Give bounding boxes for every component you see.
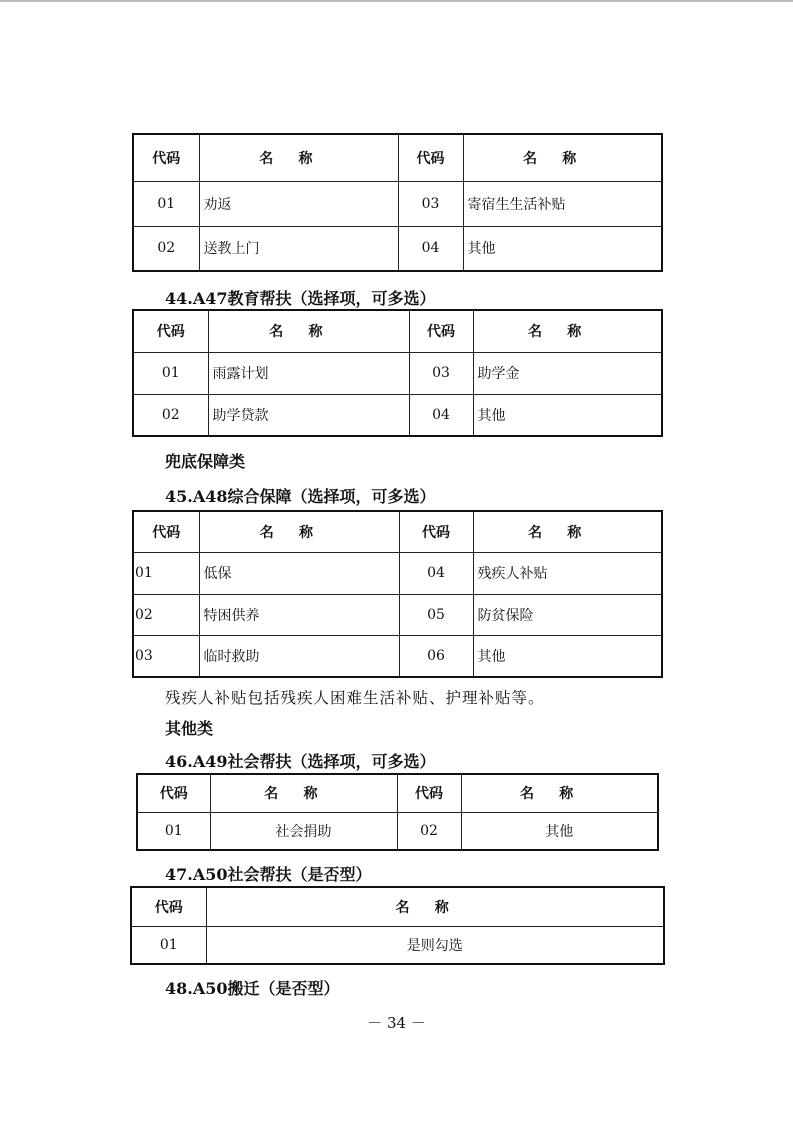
code-cell: 02 xyxy=(133,594,199,635)
code-cell: 02 xyxy=(133,394,208,436)
table-row xyxy=(133,552,662,594)
table-row xyxy=(131,926,664,964)
name-cell: 劝返 xyxy=(199,181,398,226)
code-cell: 03 xyxy=(409,352,473,394)
code-cell: 01 xyxy=(133,352,208,394)
header-code: 代码 xyxy=(399,511,473,552)
section-48-title: 48.A50搬迁（是否型） xyxy=(165,979,340,998)
name-cell: 其他 xyxy=(461,812,658,850)
name-cell: 是则勾选 xyxy=(206,926,664,964)
header-code: 代码 xyxy=(397,774,461,812)
header-code: 代码 xyxy=(131,887,206,926)
name-cell: 防贫保险 xyxy=(473,594,662,635)
page-top-border xyxy=(0,0,793,2)
name-cell: 低保 xyxy=(199,552,399,594)
table-row xyxy=(133,594,662,635)
table-continued xyxy=(132,133,663,272)
header-code: 代码 xyxy=(133,310,208,352)
header-name: 名称 xyxy=(473,511,662,552)
code-cell: 01 xyxy=(131,926,206,964)
header-code: 代码 xyxy=(137,774,210,812)
name-cell: 助学金 xyxy=(473,352,662,394)
name-cell: 雨露计划 xyxy=(208,352,409,394)
code-cell: 01 xyxy=(137,812,210,850)
section-45-note: 残疾人补贴包括残疾人困难生活补贴、护理补贴等。 xyxy=(165,689,545,707)
page-number: － 34 － xyxy=(367,1014,426,1032)
code-cell: 02 xyxy=(133,226,199,271)
name-cell: 寄宿生生活补贴 xyxy=(463,181,662,226)
section-44-title: 44.A47教育帮扶（选择项，可多选） xyxy=(165,289,436,308)
category-doudi: 兜底保障类 xyxy=(165,452,246,471)
table-row xyxy=(133,352,662,394)
header-code: 代码 xyxy=(133,134,199,181)
table-social-assistance-yesno xyxy=(130,886,665,965)
table-row xyxy=(133,181,662,226)
code-cell: 05 xyxy=(399,594,473,635)
table-social-assistance xyxy=(136,773,659,851)
code-cell: 03 xyxy=(133,635,199,677)
header-name: 名称 xyxy=(208,310,409,352)
code-cell: 01 xyxy=(133,552,199,594)
name-cell: 特困供养 xyxy=(199,594,399,635)
table-comprehensive-guarantee xyxy=(132,510,663,678)
code-cell: 04 xyxy=(398,226,463,271)
code-cell: 04 xyxy=(399,552,473,594)
header-code: 代码 xyxy=(409,310,473,352)
name-cell: 社会捐助 xyxy=(210,812,397,850)
code-cell: 06 xyxy=(399,635,473,677)
name-cell: 助学贷款 xyxy=(208,394,409,436)
name-cell: 临时救助 xyxy=(199,635,399,677)
header-name: 名称 xyxy=(461,774,658,812)
header-name: 名称 xyxy=(206,887,664,926)
header-name: 名称 xyxy=(199,134,398,181)
section-47-title: 47.A50社会帮扶（是否型） xyxy=(165,865,372,884)
name-cell: 送教上门 xyxy=(199,226,398,271)
table-education-assistance xyxy=(132,309,663,437)
header-name: 名称 xyxy=(463,134,662,181)
name-cell: 残疾人补贴 xyxy=(473,552,662,594)
name-cell: 其他 xyxy=(463,226,662,271)
name-cell: 其他 xyxy=(473,635,662,677)
table-row xyxy=(137,812,658,850)
section-45-title: 45.A48综合保障（选择项，可多选） xyxy=(165,487,436,506)
header-name: 名称 xyxy=(199,511,399,552)
table-row xyxy=(133,394,662,436)
name-cell: 其他 xyxy=(473,394,662,436)
table-row xyxy=(133,635,662,677)
header-name: 名称 xyxy=(473,310,662,352)
code-cell: 04 xyxy=(409,394,473,436)
section-46-title: 46.A49社会帮扶（选择项，可多选） xyxy=(165,752,436,771)
header-code: 代码 xyxy=(398,134,463,181)
header-code: 代码 xyxy=(133,511,199,552)
header-name: 名称 xyxy=(210,774,397,812)
code-cell: 03 xyxy=(398,181,463,226)
code-cell: 02 xyxy=(397,812,461,850)
category-other: 其他类 xyxy=(165,719,214,738)
table-row xyxy=(133,226,662,271)
code-cell: 01 xyxy=(133,181,199,226)
